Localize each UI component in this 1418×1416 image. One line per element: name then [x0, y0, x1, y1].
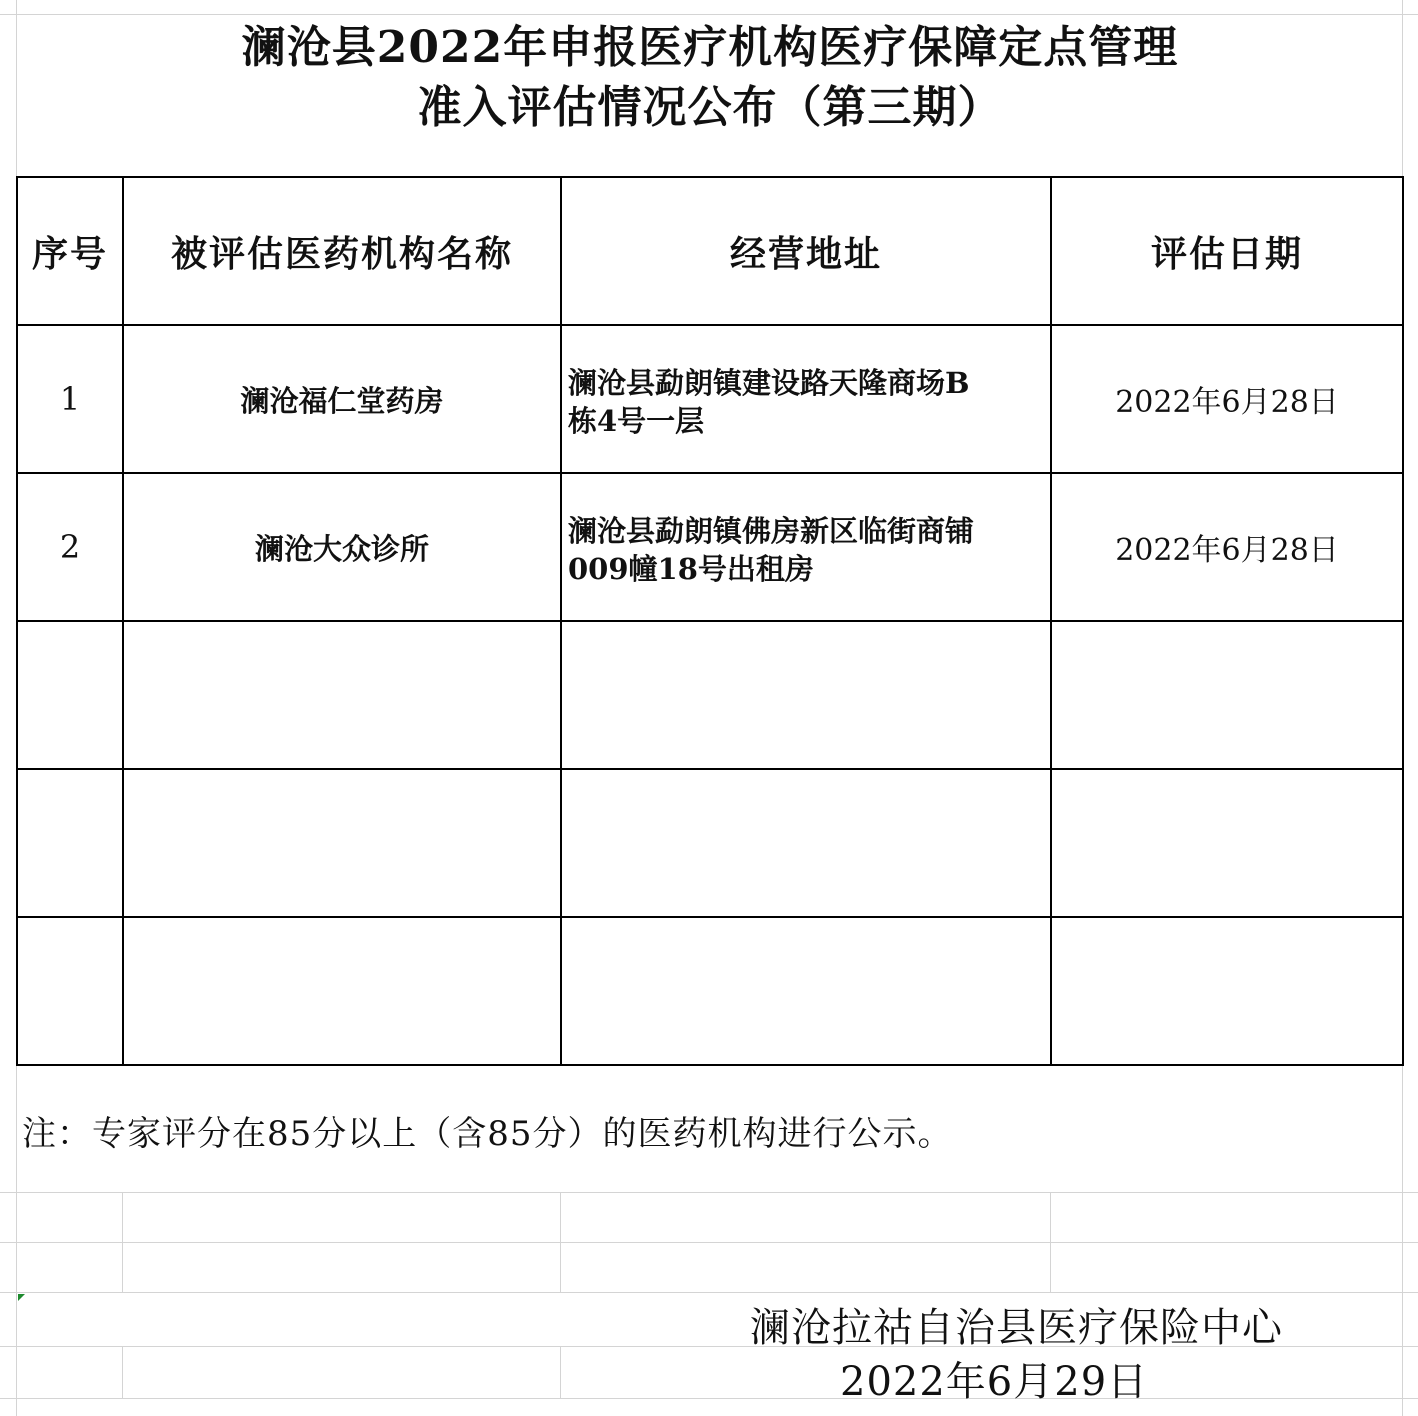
gridline [122, 1346, 123, 1398]
cell-serial-no: 2 [17, 473, 123, 621]
cell-address [561, 473, 1051, 621]
gridline [0, 14, 1418, 15]
table-row [17, 473, 1403, 621]
cell-serial-no [17, 917, 123, 1065]
cell-assessment-date: 2022年6月28日 [1051, 473, 1403, 621]
cell-assessment-date [1051, 917, 1403, 1065]
header-serial-no: 序号 [17, 177, 123, 325]
table-row [17, 769, 1403, 917]
cell-address [561, 917, 1051, 1065]
cell-institution-name: 澜沧大众诊所 [123, 473, 561, 621]
gridline [0, 1398, 1418, 1399]
cell-institution-name [123, 621, 561, 769]
address-line: 澜沧县勐朗镇建设路天隆商场B [568, 366, 970, 400]
header-institution-name: 被评估医药机构名称 [123, 177, 561, 325]
gridline [0, 1242, 1418, 1243]
cell-institution-name: 澜沧福仁堂药房 [123, 325, 561, 473]
cell-institution-name [123, 917, 561, 1065]
table-row [17, 325, 1403, 473]
issuing-organization: 澜沧拉祜自治县医疗保险中心 [750, 1305, 1283, 1351]
cell-serial-no: 1 [17, 325, 123, 473]
page-title-line2: 准入评估情况公布（第三期） [417, 82, 1003, 133]
cell-serial-no [17, 769, 123, 917]
table-header-row [17, 177, 1403, 325]
gridline [560, 1346, 561, 1398]
issue-date: 2022年6月29日 [840, 1359, 1149, 1405]
cell-assessment-date [1051, 621, 1403, 769]
cell-assessment-date [1051, 769, 1403, 917]
assessment-table [16, 176, 1404, 1066]
address-line: 栋4号一层 [568, 404, 705, 438]
cell-address [561, 621, 1051, 769]
cell-comment-marker [18, 1294, 25, 1301]
table-row [17, 917, 1403, 1065]
gridline [0, 1192, 1418, 1193]
table-row [17, 621, 1403, 769]
cell-serial-no [17, 621, 123, 769]
cell-address [561, 325, 1051, 473]
gridline [0, 1292, 1418, 1293]
cell-assessment-date: 2022年6月28日 [1051, 325, 1403, 473]
header-assessment-date: 评估日期 [1051, 177, 1403, 325]
cell-institution-name [123, 769, 561, 917]
address-line: 009幢18号出租房 [568, 552, 814, 586]
footnote: 注：专家评分在85分以上（含85分）的医药机构进行公示。 [22, 1114, 953, 1154]
address-line: 澜沧县勐朗镇佛房新区临街商铺 [568, 514, 975, 548]
cell-address [561, 769, 1051, 917]
page-title-line1: 澜沧县2022年申报医疗机构医疗保障定点管理 [241, 22, 1179, 73]
header-address: 经营地址 [561, 177, 1051, 325]
